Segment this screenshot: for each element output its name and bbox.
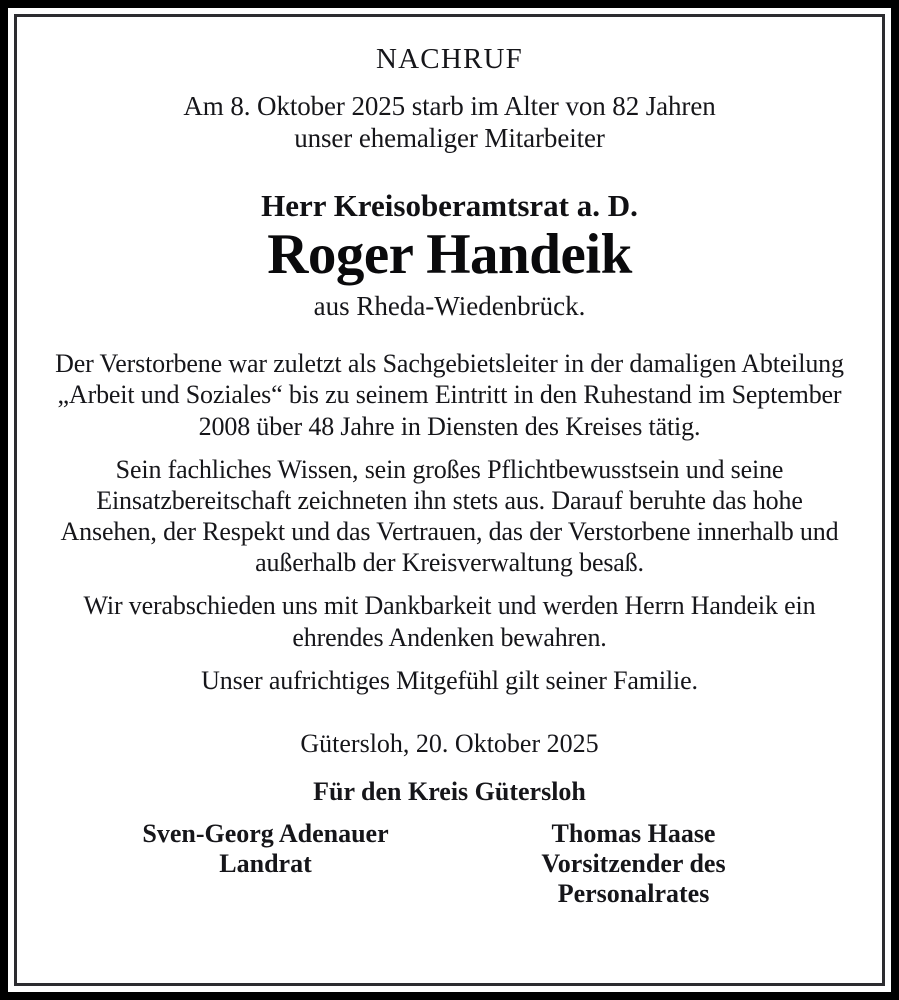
notice-frame <box>14 14 885 986</box>
tribute-paragraph-3: Wir verabschieden uns mit Dankbarkeit und werden Herrn Handeik ein ehrendes Andenken bewahren. <box>83 591 816 652</box>
notice-intro: Am 8. Oktober 2025 starb im Alter von 82 Jahren unser ehemaliger Mitarbeiter <box>183 91 716 154</box>
signatory-right <box>469 819 799 909</box>
notice-heading: NACHRUF <box>376 43 523 75</box>
deceased-name: Roger Handeik <box>267 222 632 286</box>
tribute-paragraph-4: Unser aufrichtiges Mitgefühl gilt seiner Familie. <box>201 665 698 695</box>
signatory-left-name: Sven-Georg Adenauer <box>142 819 389 849</box>
deceased-title: Herr Kreisoberamtsrat a. D. <box>261 187 638 223</box>
signatory-right-name: Thomas Haase <box>551 819 716 849</box>
notice-border-gap <box>8 8 891 992</box>
place-and-date: Gütersloh, 20. Oktober 2025 <box>300 729 599 759</box>
signatory-left <box>101 819 431 879</box>
signatory-list <box>47 819 852 909</box>
tribute-paragraph-2: Sein fachliches Wissen, sein großes Pflichtbewusstsein und seine Einsatzbereitschaft zeichneten ihn stets aus. Darauf beruhte das hohe Ansehen, der Respekt und das Vertrauen, das der Verstorbene innerhalb und außerhalb der Kreisverwaltung besaß. <box>60 454 839 578</box>
signatory-left-role: Landrat <box>219 849 312 879</box>
signatory-right-role: Vorsitzender des Personalrates <box>541 849 726 909</box>
deceased-origin: aus Rheda-Wiedenbrück. <box>313 291 586 322</box>
tribute-paragraph-1: Der Verstorbene war zuletzt als Sachgebietsleiter in der damaligen Abteilung „Arbeit und Soziales“ bis zu seinem Eintritt in den Ruhestand im September 2008 über 48 Jahre in Diensten des Kreises tätig. <box>55 349 844 441</box>
signoff-heading: Für den Kreis Gütersloh <box>313 777 586 807</box>
